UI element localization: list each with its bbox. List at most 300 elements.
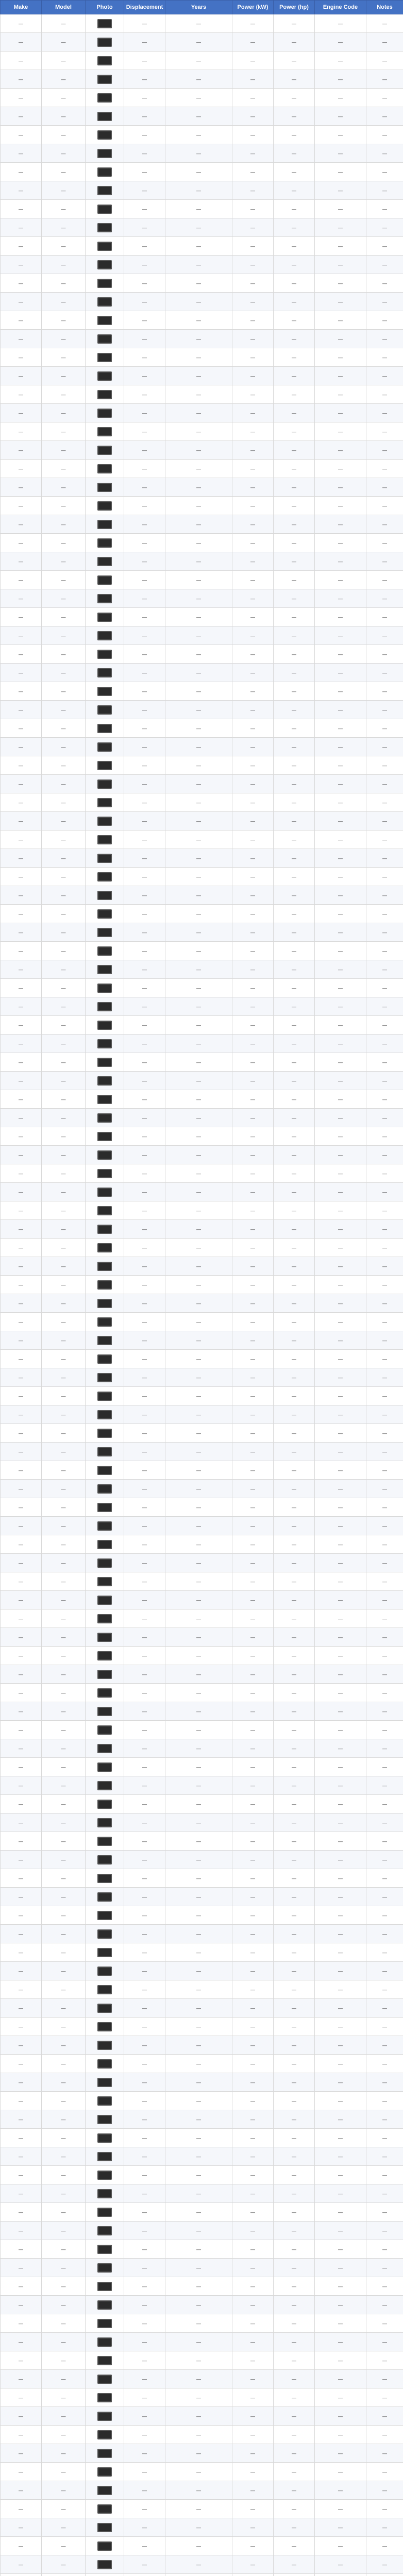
table-row [1, 1739, 403, 1758]
cell-make: — [1, 1368, 42, 1387]
table-row [1, 515, 403, 534]
cell-power-kw: — [232, 1535, 274, 1554]
cell-make: — [1, 2203, 42, 2222]
cell-photo [86, 1517, 124, 1535]
cell-model: — [42, 1498, 86, 1517]
cell-make: — [1, 1294, 42, 1313]
cell-photo [86, 534, 124, 552]
cell-power-kw: — [232, 905, 274, 923]
cell-make: — [1, 2018, 42, 2036]
cell-years: — [165, 1647, 232, 1665]
cell-notes: — [366, 2555, 403, 2574]
cell-engine-code: — [315, 1721, 366, 1739]
cell-power-kw: — [232, 2388, 274, 2407]
table-row [1, 2092, 403, 2110]
cell-engine-code: — [315, 1684, 366, 1702]
cell-power-kw: — [232, 1090, 274, 1109]
ecu-unit-icon [97, 2004, 112, 2013]
cell-years: — [165, 2092, 232, 2110]
cell-model: — [42, 497, 86, 515]
cell-photo [86, 2388, 124, 2407]
cell-engine-code: — [315, 1888, 366, 1906]
cell-model: — [42, 2333, 86, 2351]
cell-years: — [165, 1368, 232, 1387]
cell-power-kw: — [232, 1053, 274, 1072]
cell-make: — [1, 163, 42, 181]
cell-power-hp: — [274, 738, 315, 756]
cell-make: — [1, 1535, 42, 1554]
cell-power-kw: — [232, 1276, 274, 1294]
cell-notes: — [366, 2147, 403, 2166]
cell-power-hp: — [274, 1220, 315, 1239]
cell-make: — [1, 1016, 42, 1035]
table-row [1, 905, 403, 923]
ecu-unit-icon [97, 1558, 112, 1568]
cell-displacement: — [124, 1201, 165, 1220]
cell-make: — [1, 1090, 42, 1109]
cell-make: — [1, 1517, 42, 1535]
cell-notes: — [366, 2129, 403, 2147]
cell-make: — [1, 1109, 42, 1127]
table-row [1, 831, 403, 849]
cell-model: — [42, 1591, 86, 1609]
cell-power-hp: — [274, 1647, 315, 1665]
cell-power-hp: — [274, 2110, 315, 2129]
cell-model: — [42, 144, 86, 163]
cell-engine-code: — [315, 1925, 366, 1943]
cell-power-hp: — [274, 960, 315, 979]
cell-notes: — [366, 200, 403, 218]
cell-engine-code: — [315, 2370, 366, 2388]
cell-power-kw: — [232, 2333, 274, 2351]
cell-engine-code: — [315, 1350, 366, 1368]
cell-power-hp: — [274, 1072, 315, 1090]
cell-displacement: — [124, 144, 165, 163]
table-row [1, 2314, 403, 2333]
cell-engine-code: — [315, 1480, 366, 1498]
cell-make: — [1, 1776, 42, 1795]
cell-make: — [1, 738, 42, 756]
table-row [1, 2240, 403, 2259]
cell-power-hp: — [274, 515, 315, 534]
table-row [1, 738, 403, 756]
header-make: Make [1, 1, 42, 14]
cell-power-hp: — [274, 274, 315, 293]
cell-displacement: — [124, 1016, 165, 1035]
cell-power-hp: — [274, 1684, 315, 1702]
cell-model: — [42, 571, 86, 589]
cell-power-kw: — [232, 14, 274, 33]
cell-engine-code: — [315, 1554, 366, 1572]
cell-photo [86, 2110, 124, 2129]
cell-notes [366, 2574, 403, 2576]
cell-power-kw: — [232, 1127, 274, 1146]
ecu-unit-icon [97, 1744, 112, 1753]
cell-power-kw: — [232, 1554, 274, 1572]
cell-years: — [165, 1999, 232, 2018]
cell-model: — [42, 942, 86, 960]
cell-power-kw: — [232, 2166, 274, 2184]
cell-photo [86, 756, 124, 775]
table-row [1, 1554, 403, 1572]
cell-model: — [42, 701, 86, 719]
cell-displacement: — [124, 515, 165, 534]
cell-engine-code: — [315, 460, 366, 478]
cell-power-hp: — [274, 2092, 315, 2110]
cell-years: — [165, 2259, 232, 2277]
cell-power-kw: — [232, 2444, 274, 2463]
cell-displacement: — [124, 1665, 165, 1684]
cell-displacement: — [124, 237, 165, 256]
cell-model: — [42, 2259, 86, 2277]
cell-photo [86, 1832, 124, 1851]
cell-notes: — [366, 2203, 403, 2222]
cell-model: — [42, 868, 86, 886]
table-row [1, 701, 403, 719]
cell-power-hp: — [274, 1405, 315, 1424]
ecu-unit-icon [97, 1021, 112, 1030]
cell-power-kw: — [232, 831, 274, 849]
cell-power-kw: — [232, 979, 274, 997]
cell-power-kw: — [232, 2537, 274, 2555]
table-row [1, 1851, 403, 1869]
cell-photo [86, 1888, 124, 1906]
cell-make: — [1, 1405, 42, 1424]
cell-displacement: — [124, 2110, 165, 2129]
ecu-unit-icon [97, 316, 112, 325]
cell-power-kw: — [232, 645, 274, 664]
cell-notes: — [366, 89, 403, 107]
cell-model: — [42, 330, 86, 348]
cell-years: — [165, 1035, 232, 1053]
cell-model: — [42, 2500, 86, 2518]
cell-engine-code: — [315, 441, 366, 460]
table-row [1, 1313, 403, 1331]
cell-make: — [1, 868, 42, 886]
cell-model: — [42, 1276, 86, 1294]
cell-years: — [165, 1851, 232, 1869]
cell-model: — [42, 1962, 86, 1980]
cell-notes: — [366, 1109, 403, 1127]
cell-make: — [1, 2055, 42, 2073]
cell-model: — [42, 1220, 86, 1239]
cell-years: — [165, 1350, 232, 1368]
table-row [1, 868, 403, 886]
ecu-unit-icon [97, 279, 112, 288]
cell-notes: — [366, 1183, 403, 1201]
cell-model: — [42, 1443, 86, 1461]
table-row [1, 1498, 403, 1517]
cell-power-hp: — [274, 1999, 315, 2018]
table-row [1, 1628, 403, 1647]
cell-power-kw: — [232, 1943, 274, 1962]
cell-model: — [42, 1739, 86, 1758]
table-row [1, 2055, 403, 2073]
cell-power-kw: — [232, 237, 274, 256]
cell-make: — [1, 33, 42, 52]
cell-engine-code: — [315, 552, 366, 571]
cell-power-kw: — [232, 2426, 274, 2444]
cell-engine-code: — [315, 2333, 366, 2351]
cell-power-kw: — [232, 1832, 274, 1851]
cell-model: — [42, 1776, 86, 1795]
cell-photo [86, 942, 124, 960]
cell-power-kw: — [232, 1480, 274, 1498]
cell-years: — [165, 1535, 232, 1554]
cell-engine-code: — [315, 886, 366, 905]
cell-photo [86, 1016, 124, 1035]
table-row [1, 1239, 403, 1257]
cell-engine-code: — [315, 849, 366, 868]
cell-power-kw: — [232, 441, 274, 460]
cell-photo [86, 1350, 124, 1368]
cell-displacement: — [124, 738, 165, 756]
cell-power-hp: — [274, 293, 315, 311]
cell-model: — [42, 422, 86, 441]
cell-engine-code: — [315, 1795, 366, 1814]
cell-notes: — [366, 2222, 403, 2240]
cell-make: — [1, 2370, 42, 2388]
cell-engine-code: — [315, 1164, 366, 1183]
cell-years: — [165, 1146, 232, 1164]
cell-engine-code: — [315, 367, 366, 385]
cell-make: — [1, 478, 42, 497]
cell-displacement: — [124, 2147, 165, 2166]
ecu-unit-icon [97, 1317, 112, 1327]
cell-photo [86, 1461, 124, 1480]
cell-model: — [42, 348, 86, 367]
cell-notes: — [366, 645, 403, 664]
cell-power-hp: — [274, 849, 315, 868]
cell-power-kw: — [232, 2110, 274, 2129]
cell-power-hp: — [274, 2018, 315, 2036]
cell-years: — [165, 1480, 232, 1498]
table-row [1, 1925, 403, 1943]
cell-engine-code: — [315, 1461, 366, 1480]
cell-make: — [1, 960, 42, 979]
cell-make: — [1, 1183, 42, 1201]
cell-photo [86, 1072, 124, 1090]
table-row [1, 1572, 403, 1591]
cell-power-hp: — [274, 2036, 315, 2055]
cell-make: — [1, 2481, 42, 2500]
cell-power-hp: — [274, 1721, 315, 1739]
cell-years: — [165, 70, 232, 89]
cell-notes: — [366, 1405, 403, 1424]
cell-displacement: — [124, 460, 165, 478]
cell-engine-code: — [315, 1665, 366, 1684]
cell-notes: — [366, 1294, 403, 1313]
cell-years: — [165, 1962, 232, 1980]
cell-power-kw: — [232, 2481, 274, 2500]
cell-power-kw: — [232, 1776, 274, 1795]
cell-power-kw: — [232, 1146, 274, 1164]
cell-make: — [1, 52, 42, 70]
cell-model: — [42, 515, 86, 534]
cell-power-hp: — [274, 2166, 315, 2184]
cell-photo [86, 2240, 124, 2259]
ecu-unit-icon [97, 798, 112, 807]
cell-model: — [42, 1201, 86, 1220]
table-row [1, 2073, 403, 2092]
cell-engine-code: — [315, 515, 366, 534]
cell-photo [86, 1090, 124, 1109]
cell-engine-code: — [315, 200, 366, 218]
cell-years: — [165, 1443, 232, 1461]
cell-engine-code: — [315, 831, 366, 849]
cell-displacement: — [124, 756, 165, 775]
cell-notes: — [366, 1572, 403, 1591]
cell-engine-code: — [315, 1702, 366, 1721]
cell-model: — [42, 1702, 86, 1721]
cell-engine-code: — [315, 1943, 366, 1962]
table-row [1, 1146, 403, 1164]
ecu-unit-icon [97, 1410, 112, 1419]
cell-power-kw: — [232, 422, 274, 441]
cell-make: — [1, 1739, 42, 1758]
ecu-unit-icon [97, 2523, 112, 2532]
cell-displacement: — [124, 2426, 165, 2444]
cell-notes: — [366, 923, 403, 942]
cell-engine-code: — [315, 107, 366, 126]
cell-displacement: — [124, 1721, 165, 1739]
cell-years: — [165, 2555, 232, 2574]
cell-engine-code: — [315, 2147, 366, 2166]
cell-engine-code: — [315, 404, 366, 422]
cell-displacement: — [124, 2129, 165, 2147]
cell-photo [86, 256, 124, 274]
cell-power-hp: — [274, 2055, 315, 2073]
cell-displacement: — [124, 293, 165, 311]
cell-photo [86, 1313, 124, 1331]
cell-power-kw: — [232, 1684, 274, 1702]
cell-model: — [42, 1146, 86, 1164]
cell-displacement: — [124, 2333, 165, 2351]
cell-power-hp: — [274, 1943, 315, 1962]
cell-make: — [1, 682, 42, 701]
cell-displacement: — [124, 831, 165, 849]
cell-power-hp: — [274, 1888, 315, 1906]
cell-notes: — [366, 2333, 403, 2351]
cell-engine-code: — [315, 2277, 366, 2296]
table-row [1, 2110, 403, 2129]
cell-displacement: — [124, 960, 165, 979]
cell-years: — [165, 1591, 232, 1609]
cell-photo [86, 385, 124, 404]
cell-power-hp: — [274, 218, 315, 237]
cell-power-hp: — [274, 812, 315, 831]
cell-years: — [165, 1517, 232, 1535]
cell-photo [86, 682, 124, 701]
table-row [1, 1201, 403, 1220]
cell-power-hp: — [274, 2259, 315, 2277]
cell-engine-code: — [315, 2259, 366, 2277]
table-row [1, 1999, 403, 2018]
cell-engine-code: — [315, 1405, 366, 1424]
cell-power-kw: — [232, 775, 274, 793]
cell-photo [86, 571, 124, 589]
cell-make: — [1, 2073, 42, 2092]
cell-make: — [1, 1869, 42, 1888]
cell-years: — [165, 1461, 232, 1480]
ecu-unit-icon [97, 1892, 112, 1902]
cell-make: — [1, 1146, 42, 1164]
cell-displacement: — [124, 1554, 165, 1572]
ecu-unit-icon [97, 1818, 112, 1827]
ecu-unit-icon [97, 223, 112, 232]
cell-notes: — [366, 589, 403, 608]
cell-photo [86, 2537, 124, 2555]
cell-notes: — [366, 1220, 403, 1239]
cell-model: — [42, 2277, 86, 2296]
cell-displacement: — [124, 1962, 165, 1980]
cell-make: — [1, 1888, 42, 1906]
cell-displacement: — [124, 664, 165, 682]
cell-model: — [42, 849, 86, 868]
cell-model: — [42, 1461, 86, 1480]
cell-power-hp: — [274, 1331, 315, 1350]
cell-years: — [165, 664, 232, 682]
ecu-unit-icon [97, 1540, 112, 1549]
table-row [1, 200, 403, 218]
cell-displacement: — [124, 1739, 165, 1758]
ecu-unit-icon [97, 2486, 112, 2495]
cell-power-hp: — [274, 1016, 315, 1035]
cell-make: — [1, 293, 42, 311]
table-row [1, 2036, 403, 2055]
cell-make: — [1, 1072, 42, 1090]
table-row [1, 1257, 403, 1276]
ecu-unit-icon [97, 1262, 112, 1271]
cell-years: — [165, 1220, 232, 1239]
cell-years: — [165, 311, 232, 330]
cell-photo [86, 1109, 124, 1127]
cell-photo [86, 1183, 124, 1201]
cell-notes: — [366, 812, 403, 831]
table-row [1, 70, 403, 89]
cell-years: — [165, 1257, 232, 1276]
ecu-unit-icon [97, 1688, 112, 1698]
ecu-unit-icon [97, 93, 112, 103]
cell-displacement: — [124, 719, 165, 738]
cell-photo [86, 1146, 124, 1164]
cell-engine-code: — [315, 1220, 366, 1239]
cell-displacement: — [124, 1814, 165, 1832]
cell-engine-code: — [315, 1053, 366, 1072]
cell-make: — [1, 1795, 42, 1814]
cell-photo [86, 1943, 124, 1962]
cell-engine-code: — [315, 1498, 366, 1517]
cell-model: — [42, 664, 86, 682]
cell-notes: — [366, 1387, 403, 1405]
cell-power-kw: — [232, 181, 274, 200]
cell-make: — [1, 775, 42, 793]
cell-model: — [42, 311, 86, 330]
table-row [1, 756, 403, 775]
cell-displacement: — [124, 775, 165, 793]
cell-power-hp: — [274, 2296, 315, 2314]
table-row [1, 2388, 403, 2407]
cell-model: — [42, 738, 86, 756]
cell-make: — [1, 2092, 42, 2110]
cell-power-kw: — [232, 126, 274, 144]
cell-make: — [1, 1498, 42, 1517]
cell-photo [86, 200, 124, 218]
cell-years: — [165, 2147, 232, 2166]
cell-years: — [165, 1424, 232, 1443]
cell-power-hp: — [274, 2426, 315, 2444]
cell-years: — [165, 1869, 232, 1888]
